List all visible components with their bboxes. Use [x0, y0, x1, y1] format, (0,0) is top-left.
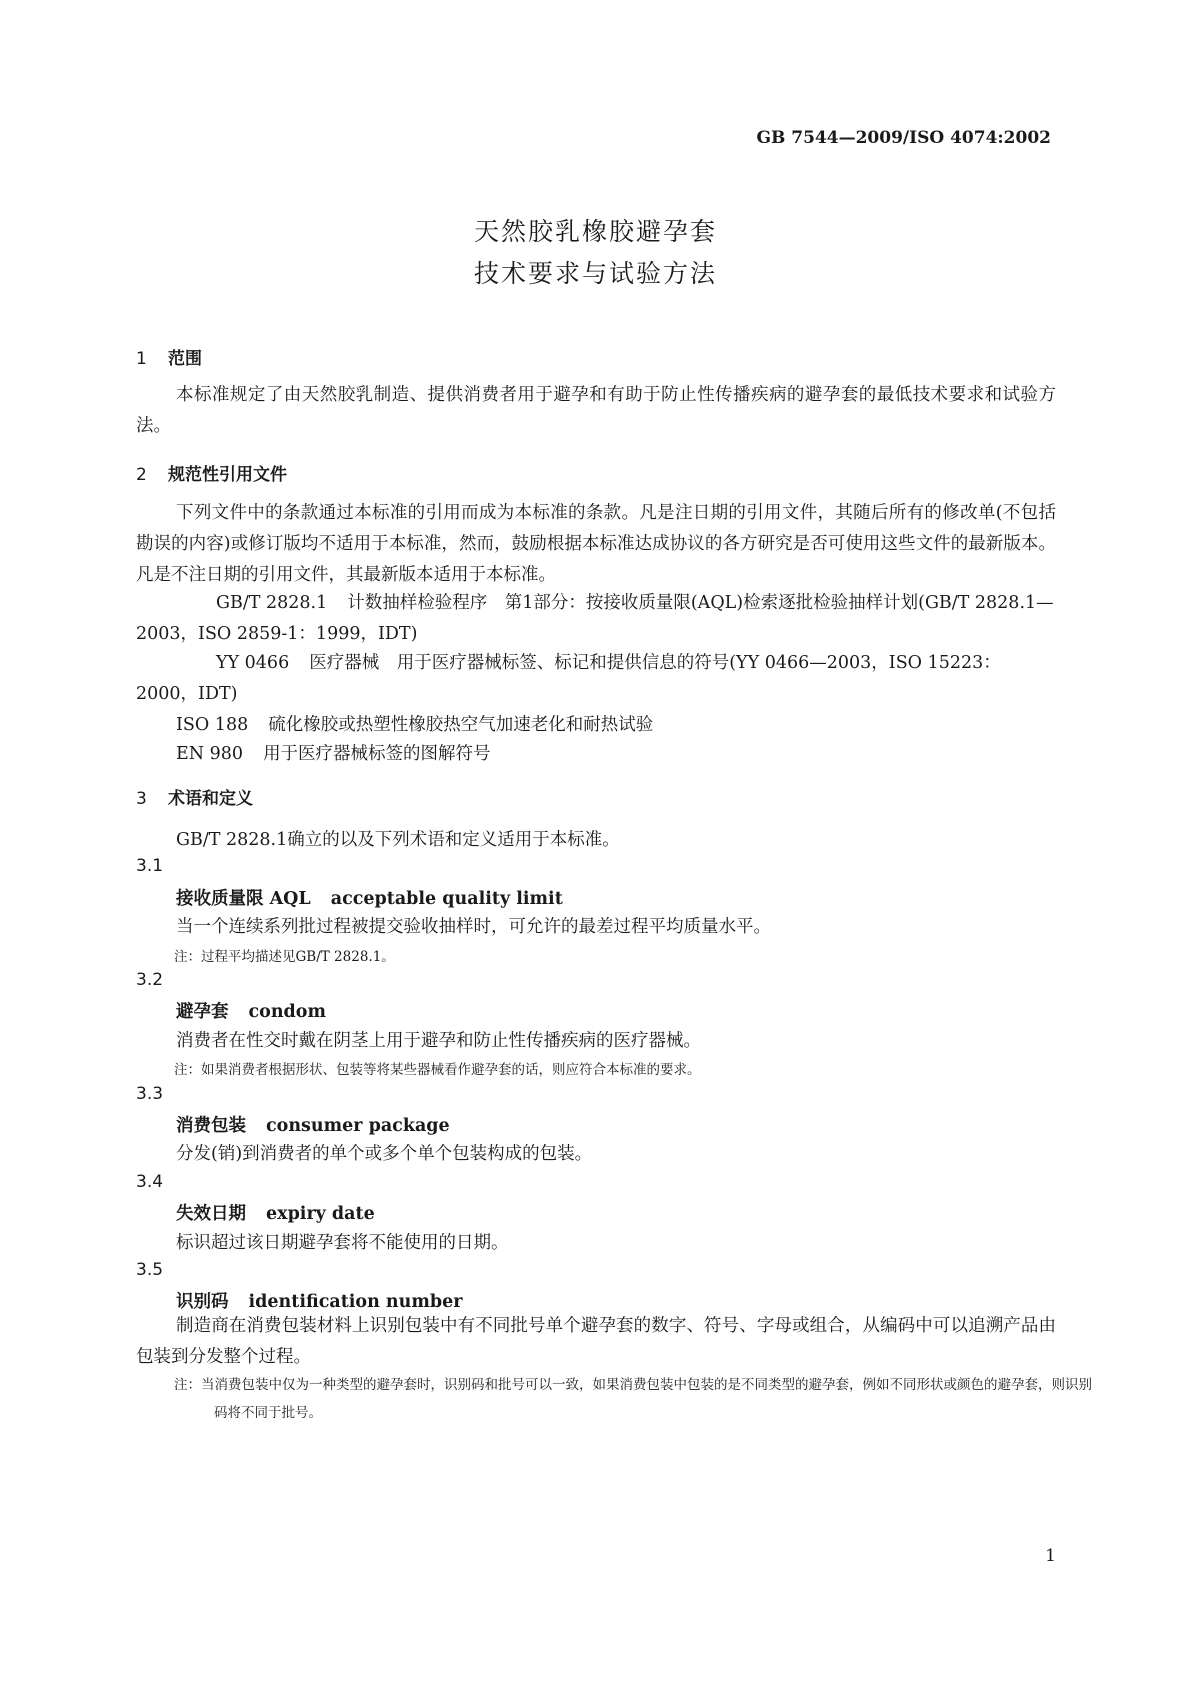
reference-title: 医疗器械 用于医疗器械标签、标记和提供信息的符号(YY 0466—2003，ISO 15223：2000，IDT)	[136, 653, 1001, 704]
section-1-text: 本标准规定了由天然胶乳制造、提供消费者用于避孕和有助于防止性传播疾病的避孕套的最低技术要求和试验方法。	[136, 385, 1056, 436]
document-title-line1: 天然胶乳橡胶避孕套	[473, 217, 717, 246]
section-3-intro: GB/T 2828.1确立的以及下列术语和定义适用于本标准。	[176, 830, 620, 850]
reference-code: ISO 188	[176, 715, 249, 735]
document-title-line2: 技术要求与试验方法	[473, 259, 717, 288]
section-title: 范围	[168, 349, 202, 369]
term-zh: 识别码	[176, 1292, 229, 1312]
reference-title: 计数抽样检验程序 第1部分：按接收质量限(AQL)检索逐批检验抽样计划(GB/T 2828.1—2003，ISO 2859-1：1999，IDT)	[136, 593, 1054, 644]
term-definition: 制造商在消费包装材料上识别包装中有不同批号单个避孕套的数字、符号、字母或组合，从编码中可以追溯产品由包装到分发整个过程。	[136, 1316, 1056, 1367]
section-title: 术语和定义	[168, 789, 253, 809]
reference-iso188	[176, 711, 653, 736]
term-note: 注：过程平均描述见GB/T 2828.1。	[174, 949, 395, 965]
term-number: 3.5	[136, 1260, 164, 1280]
reference-title: 用于医疗器械标签的图解符号	[263, 744, 491, 764]
term-en: expiry date	[266, 1204, 375, 1224]
term-zh: 避孕套	[176, 1002, 229, 1022]
term-heading	[176, 1288, 462, 1313]
term-number: 3.2	[136, 970, 164, 990]
term-heading	[176, 1112, 450, 1137]
term-zh: 接收质量限 AQL	[176, 889, 311, 909]
reference-title: 硫化橡胶或热塑性橡胶热空气加速老化和耐热试验	[268, 715, 654, 735]
term-definition: 分发(销)到消费者的单个或多个单个包装构成的包装。	[176, 1144, 593, 1164]
term-note: 注：当消费包装中仅为一种类型的避孕套时，识别码和批号可以一致，如果消费包装中包装的是不同类型的避孕套，例如不同形状或颜色的避孕套，则识别码将不同于批号。	[174, 1377, 1092, 1421]
reference-en980	[176, 740, 491, 765]
term-definition: 标识超过该日期避孕套将不能使用的日期。	[176, 1233, 509, 1253]
reference-gbt2828	[136, 588, 1056, 650]
section-number: 2	[136, 465, 147, 485]
page-number: 1	[1045, 1546, 1056, 1566]
section-number: 1	[136, 349, 147, 369]
term-number: 3.4	[136, 1172, 164, 1192]
standard-code: GB 7544—2009/ISO 4074:2002	[756, 128, 1051, 148]
section-2-text: 下列文件中的条款通过本标准的引用而成为本标准的条款。凡是注日期的引用文件，其随后所有的修改单(不包括勘误的内容)或修订版均不适用于本标准，然而，鼓励根据本标准达成协议的各方研究是否可使用这些文件的最新版本。凡是不注日期的引用文件，其最新版本适用于本标准。	[136, 503, 1056, 585]
reference-code: YY 0466	[216, 653, 290, 673]
term-en: condom	[248, 1002, 326, 1022]
term-number: 3.3	[136, 1084, 164, 1104]
section-number: 3	[136, 789, 147, 809]
reference-yy0466	[136, 648, 1056, 710]
term-note: 注：如果消费者根据形状、包装等将某些器械看作避孕套的话，则应符合本标准的要求。	[174, 1062, 701, 1078]
term-en: acceptable quality limit	[330, 889, 563, 909]
term-en: consumer package	[266, 1116, 450, 1136]
term-heading	[176, 998, 326, 1023]
term-zh: 消费包装	[176, 1116, 246, 1136]
term-zh: 失效日期	[176, 1204, 246, 1224]
term-en: identification number	[248, 1292, 463, 1312]
section-1-heading	[136, 344, 202, 369]
term-heading	[176, 1200, 375, 1225]
term-heading	[176, 885, 563, 910]
section-title: 规范性引用文件	[168, 465, 287, 485]
section-3-heading	[136, 784, 253, 809]
reference-code: GB/T 2828.1	[216, 593, 328, 613]
term-definition: 当一个连续系列批过程被提交验收抽样时，可允许的最差过程平均质量水平。	[176, 917, 771, 937]
term-number: 3.1	[136, 856, 164, 876]
term-definition: 消费者在性交时戴在阴茎上用于避孕和防止性传播疾病的医疗器械。	[176, 1031, 701, 1051]
section-2-heading	[136, 460, 287, 485]
reference-code: EN 980	[176, 744, 244, 764]
